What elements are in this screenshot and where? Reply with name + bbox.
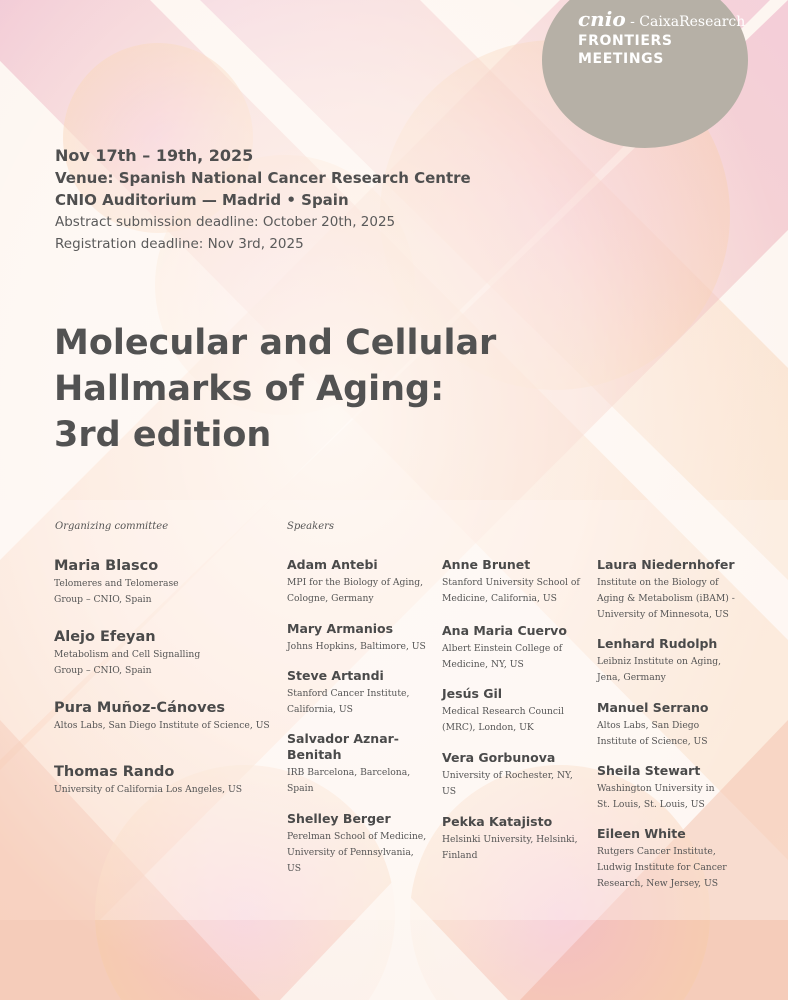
affiliation-line: Stanford Cancer Institute, <box>287 688 410 699</box>
affiliation-line: Altos Labs, San Diego <box>597 720 700 731</box>
title-line-2: Hallmarks of Aging: <box>54 369 445 409</box>
affiliation-line: California, US <box>287 704 353 715</box>
speaker-affiliation <box>287 575 423 607</box>
speaker-name: Vera Gorbunova <box>442 750 556 765</box>
affiliation-line: University of Minnesota, US <box>597 609 729 620</box>
affiliation-line: Medicine, California, US <box>442 593 557 604</box>
affiliation-line: US <box>287 863 302 874</box>
organizer-entry <box>54 557 179 608</box>
affiliation-line: Group – CNIO, Spain <box>54 665 152 676</box>
event-info <box>55 145 535 255</box>
affiliation-line: Perelman School of Medicine, <box>287 831 427 842</box>
speaker-name: Lenhard Rudolph <box>597 636 718 651</box>
speaker-affiliation <box>442 704 564 736</box>
speaker-affiliation <box>597 844 727 892</box>
affiliation-line: Johns Hopkins, Baltimore, US <box>287 641 426 652</box>
speaker-affiliation <box>442 768 573 800</box>
organizer-affiliation <box>54 576 179 608</box>
affiliation-line: Finland <box>442 850 478 861</box>
speaker-name: Sheila Stewart <box>597 763 701 778</box>
affiliation-line: Stanford University School of <box>442 577 580 588</box>
speaker-affiliation <box>597 781 714 813</box>
speaker-name: Mary Armanios <box>287 621 394 636</box>
affiliation-line: Aging & Metabolism (iBAM) - <box>597 593 735 604</box>
speaker-name: Laura Niedernhofer <box>597 557 735 572</box>
speaker-affiliation <box>597 718 709 750</box>
speaker-affiliation <box>442 575 580 607</box>
organizer-name: Thomas Rando <box>54 764 175 780</box>
affiliation-line: Medical Research Council <box>442 706 564 717</box>
affiliation-line: Spain <box>287 783 314 794</box>
speaker-affiliation <box>287 639 426 655</box>
speaker-affiliation <box>287 829 426 877</box>
badge-line-meetings: MEETINGS <box>578 51 664 67</box>
organizer-name: Maria Blasco <box>54 558 159 574</box>
cnio-wordmark: cnio <box>578 7 626 31</box>
speaker-name: Adam Antebi <box>287 557 378 572</box>
speaker-entry <box>442 750 573 800</box>
speaker-entry <box>287 557 423 607</box>
frontiers-meetings-badge <box>542 0 748 148</box>
affiliation-line: Washington University in <box>597 783 715 794</box>
organizer-affiliation <box>54 782 242 798</box>
organizer-name: Alejo Efeyan <box>54 629 156 645</box>
affiliation-line: University of Rochester, NY, <box>442 770 573 781</box>
affiliation-line: Ludwig Institute for Cancer <box>597 862 727 873</box>
affiliation-line: Rutgers Cancer Institute, <box>597 846 716 857</box>
affiliation-line: University of Pennsylvania, <box>287 847 414 858</box>
speaker-name-line: Salvador Aznar- <box>287 731 399 746</box>
speaker-name: Pekka Katajisto <box>442 814 553 829</box>
affiliation-line: Research, New Jersey, US <box>597 878 719 889</box>
affiliation-line: Cologne, Germany <box>287 593 374 604</box>
affiliation-line: Institute of Science, US <box>597 736 708 747</box>
title-line-3: 3rd edition <box>54 415 272 455</box>
affiliation-line: St. Louis, St. Louis, US <box>597 799 705 810</box>
speaker-affiliation <box>287 765 410 797</box>
organizer-entry <box>54 763 242 798</box>
speaker-name: Ana Maria Cuervo <box>442 623 567 638</box>
affiliation-line: Institute on the Biology of <box>597 577 719 588</box>
affiliation-line: US <box>442 786 457 797</box>
speakers-heading: Speakers <box>287 521 335 532</box>
cnio-caixaresearch-logo <box>578 7 745 31</box>
affiliation-line: MPI for the Biology of Aging, <box>287 577 424 588</box>
speaker-entry <box>442 814 578 864</box>
speaker-name: Shelley Berger <box>287 811 391 826</box>
speaker-name: Jesús Gil <box>442 686 503 701</box>
organizer-affiliation <box>54 647 200 679</box>
speaker-name: Steve Artandi <box>287 668 384 683</box>
event-venue: Venue: Spanish National Cancer Research Centre <box>55 169 471 187</box>
organizer-name: Pura Muñoz-Cánoves <box>54 700 226 716</box>
affiliation-line: IRB Barcelona, Barcelona, <box>287 767 411 778</box>
registration-deadline: Registration deadline: Nov 3rd, 2025 <box>55 236 304 252</box>
badge-line-frontiers: FRONTIERS <box>578 33 673 49</box>
speaker-entry <box>597 636 721 686</box>
affiliation-line: Jena, Germany <box>597 672 666 683</box>
affiliation-line: University of California Los Angeles, US <box>54 784 242 795</box>
caixaresearch-wordmark: CaixaResearch <box>639 14 746 30</box>
speaker-entry <box>287 668 409 718</box>
event-dates: Nov 17th – 19th, 2025 <box>55 146 254 165</box>
speaker-entry <box>597 557 735 623</box>
speaker-entry <box>597 826 727 892</box>
speaker-entry <box>597 700 709 750</box>
organizer-entry <box>54 628 200 679</box>
event-location: CNIO Auditorium — Madrid • Spain <box>55 191 349 209</box>
speaker-entry <box>597 763 714 813</box>
affiliation-line: Medicine, NY, US <box>442 659 524 670</box>
affiliation-line: Helsinki University, Helsinki, <box>442 834 578 845</box>
affiliation-line: Albert Einstein College of <box>442 643 563 654</box>
organizer-entry <box>54 699 270 734</box>
speaker-name: Eileen White <box>597 826 686 841</box>
affiliation-line: Telomeres and Telomerase <box>54 578 179 589</box>
speaker-affiliation <box>597 654 721 686</box>
speaker-entry <box>442 623 567 673</box>
affiliation-line: Metabolism and Cell Signalling <box>54 649 201 660</box>
speaker-affiliation <box>287 686 409 718</box>
meeting-title <box>54 320 654 458</box>
speaker-name: Manuel Serrano <box>597 700 709 715</box>
speaker-affiliation <box>442 832 578 864</box>
affiliation-line: Altos Labs, San Diego Institute of Science, US <box>54 720 270 731</box>
affiliation-line: Group – CNIO, Spain <box>54 594 152 605</box>
speaker-entry <box>287 731 410 797</box>
speaker-entry <box>442 686 564 736</box>
speaker-entry <box>442 557 580 607</box>
speaker-name-line: Benitah <box>287 747 342 762</box>
speaker-affiliation <box>597 575 735 623</box>
speaker-name <box>287 731 410 763</box>
organizing-committee-heading: Organizing committee <box>55 521 169 532</box>
speaker-entry <box>287 811 426 877</box>
affiliation-line: (MRC), London, UK <box>442 722 534 733</box>
speaker-affiliation <box>442 641 567 673</box>
logo-separator: - <box>625 14 640 30</box>
title-line-1: Molecular and Cellular <box>54 323 497 363</box>
organizer-affiliation <box>54 718 270 734</box>
speaker-name: Anne Brunet <box>442 557 531 572</box>
affiliation-line: Leibniz Institute on Aging, <box>597 656 722 667</box>
abstract-deadline: Abstract submission deadline: October 20th, 2025 <box>55 214 396 230</box>
speaker-entry <box>287 621 426 655</box>
